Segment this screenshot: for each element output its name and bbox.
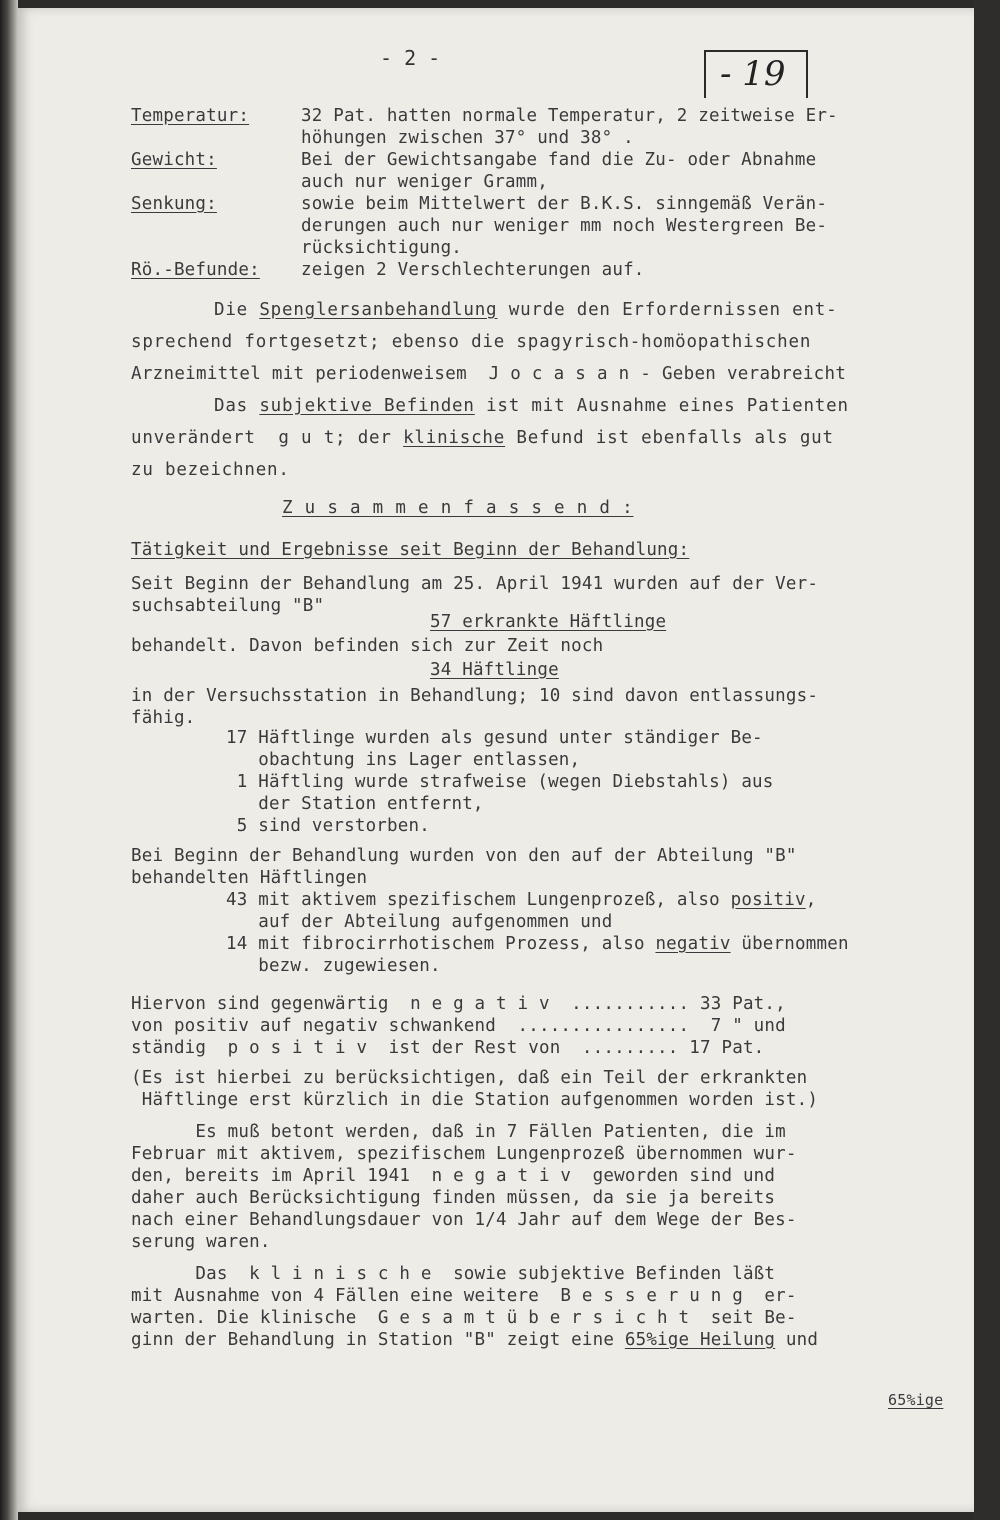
- para4-line-3: warten. Die klinische G e s a m t ü b e r s i c h t seit Be-: [131, 1308, 797, 1328]
- para3-line-5: nach einer Behandlungsdauer von 1/4 Jahr auf dem Wege der Bes-: [131, 1210, 797, 1230]
- begin-line-2: behandelten Häftlingen: [131, 868, 368, 888]
- page-number: - 2 -: [380, 46, 441, 70]
- begin-line-6: bezw. zugewiesen.: [226, 956, 441, 976]
- senkung-line-2: derungen auch nur weniger mm noch Westergreen Be-: [301, 216, 828, 236]
- summary-heading: Z u s a m m e n f a s s e n d :: [282, 498, 634, 518]
- begin-line-1: Bei Beginn der Behandlung wurden von den auf der Abteilung "B": [131, 846, 797, 866]
- para2-line-3: zu bezeichnen.: [131, 460, 290, 480]
- list-item-17-line-2: obachtung ins Lager entlassen,: [226, 750, 581, 770]
- temperatur-line-2: höhungen zwischen 37° und 38° .: [301, 128, 634, 148]
- activity-count-57: 57 erkrankte Häftlinge: [430, 612, 667, 632]
- document-page: [18, 8, 974, 1512]
- roentgen-line-1: zeigen 2 Verschlechterungen auf.: [301, 260, 645, 280]
- gewicht-line-1: Bei der Gewichtsangabe fand die Zu- oder Abnahme: [301, 150, 817, 170]
- temperatur-line-1: 32 Pat. hatten normale Temperatur, 2 zeitweise Er-: [301, 106, 838, 126]
- list-item-1-line-1: 1 Häftling wurde strafweise (wegen Diebstahls) aus: [226, 772, 774, 792]
- para1-line-1: Die Spenglersanbehandlung wurde den Erfordernissen ent-: [214, 300, 838, 320]
- activity-line-1: Seit Beginn der Behandlung am 25. April 1941 wurden auf der Ver-: [131, 574, 819, 594]
- tally-line-2: von positiv auf negativ schwankend ................ 7 " und: [131, 1016, 786, 1036]
- para4-line-4: ginn der Behandlung in Station "B" zeigt eine 65%ige Heilung und: [131, 1330, 819, 1350]
- para4-line-1: Das k l i n i s c h e sowie subjektive Befinden läßt: [131, 1264, 776, 1284]
- label-roentgen: Rö.-Befunde:: [131, 260, 260, 280]
- para4-line-2: mit Ausnahme von 4 Fällen eine weitere B e s s e r u n g er-: [131, 1286, 797, 1306]
- activity-line-2: suchsabteilung "B": [131, 596, 325, 616]
- catchword: 65%ige: [888, 1391, 944, 1409]
- para3-line-6: serung waren.: [131, 1232, 271, 1252]
- list-item-5: 5 sind verstorben.: [226, 816, 430, 836]
- activity-heading: Tätigkeit und Ergebnisse seit Beginn der Behandlung:: [131, 540, 690, 560]
- para3-line-4: daher auch Berücksichtigung finden müssen, da sie ja bereits: [131, 1188, 776, 1208]
- para2-line-1: Das subjektive Befinden ist mit Ausnahme eines Patienten: [214, 396, 849, 416]
- binding-edge: [0, 0, 18, 1520]
- para3-line-2: Februar mit aktivem, spezifischem Lungenprozeß übernommen wur-: [131, 1144, 797, 1164]
- label-senkung: Senkung:: [131, 194, 217, 214]
- activity-line-4: behandelt. Davon befinden sich zur Zeit noch: [131, 636, 604, 656]
- tally-line-1: Hiervon sind gegenwärtig n e g a t i v ........... 33 Pat.,: [131, 994, 786, 1014]
- archive-stamp-number: - 19: [720, 54, 786, 94]
- list-item-1-line-2: der Station entfernt,: [226, 794, 484, 814]
- archive-stamp: [704, 50, 808, 98]
- list-item-17-line-1: 17 Häftlinge wurden als gesund unter ständiger Be-: [226, 728, 763, 748]
- tally-line-3: ständig p o s i t i v ist der Rest von ......... 17 Pat.: [131, 1038, 765, 1058]
- begin-line-3: 43 mit aktivem spezifischem Lungenprozeß, also positiv,: [226, 890, 817, 910]
- para2-line-2: unverändert g u t; der klinische Befund ist ebenfalls als gut: [131, 428, 834, 448]
- para3-line-1: Es muß betont werden, daß in 7 Fällen Patienten, die im: [131, 1122, 786, 1142]
- label-gewicht: Gewicht:: [131, 150, 217, 170]
- begin-line-5: 14 mit fibrocirrhotischem Prozess, also negativ übernommen: [226, 934, 849, 954]
- scan-background: [974, 0, 1000, 1520]
- activity-count-34: 34 Häftlinge: [430, 660, 559, 680]
- activity-line-6: in der Versuchsstation in Behandlung; 10 sind davon entlassungs-: [131, 686, 819, 706]
- para3-line-3: den, bereits im April 1941 n e g a t i v geworden sind und: [131, 1166, 776, 1186]
- note-line-2: Häftlinge erst kürzlich in die Station aufgenommen worden ist.): [131, 1090, 819, 1110]
- label-temperatur: Temperatur:: [131, 106, 250, 126]
- gewicht-line-2: auch nur weniger Gramm,: [301, 172, 548, 192]
- activity-line-7: fähig.: [131, 708, 196, 728]
- senkung-line-1: sowie beim Mittelwert der B.K.S. sinngemäß Verän-: [301, 194, 828, 214]
- begin-line-4: auf der Abteilung aufgenommen und: [226, 912, 613, 932]
- para1-line-3: Arzneimittel mit periodenweisem J o c a s a n - Geben verabreicht: [131, 364, 847, 384]
- note-line-1: (Es ist hierbei zu berücksichtigen, daß ein Teil der erkrankten: [131, 1068, 808, 1088]
- para1-line-2: sprechend fortgesetzt; ebenso die spagyrisch-homöopathischen: [131, 332, 812, 352]
- senkung-line-3: rücksichtigung.: [301, 238, 463, 258]
